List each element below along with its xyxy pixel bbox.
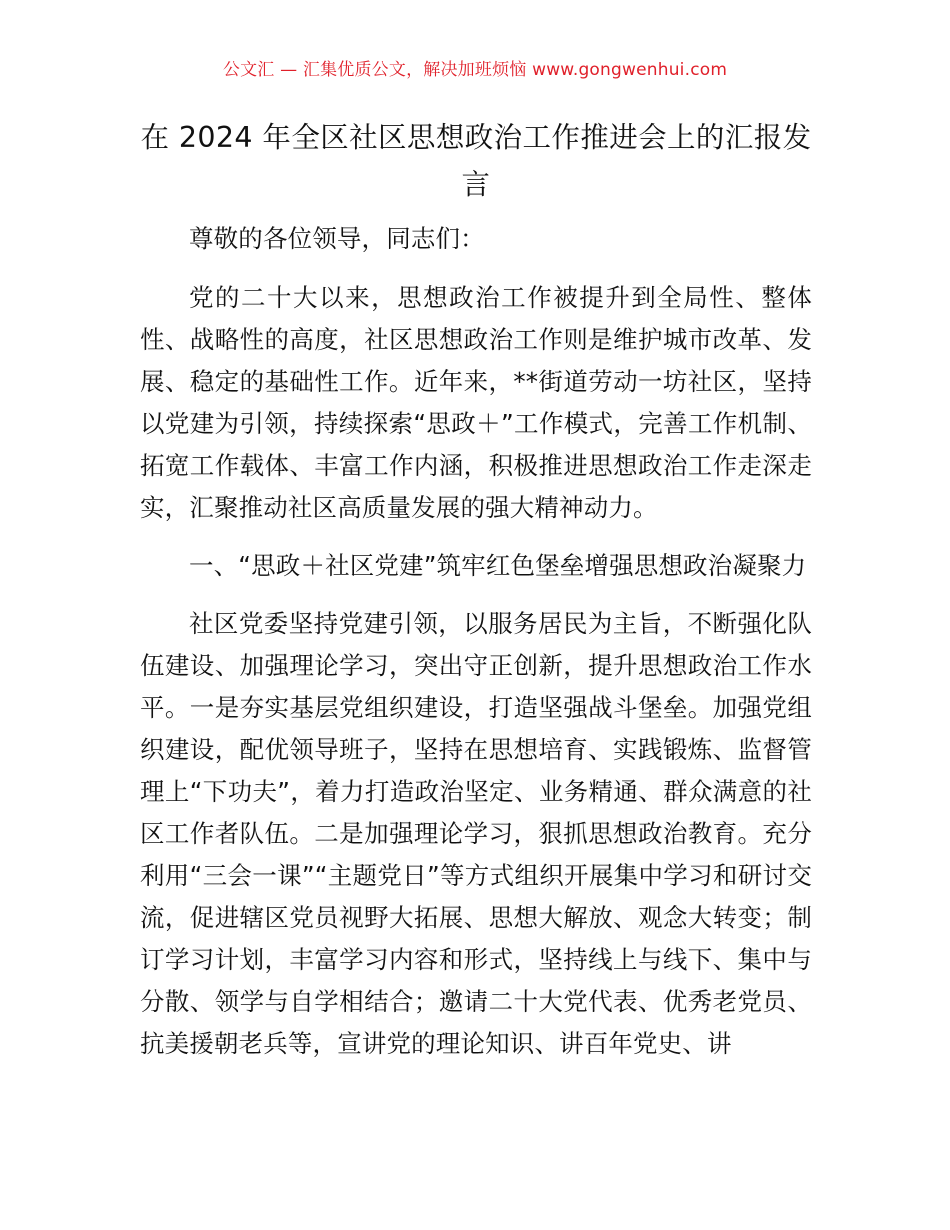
watermark-header: 公文汇 — 汇集优质公文，解决加班烦恼 www.gongwenhui.com — [222, 60, 728, 80]
paragraph-intro: 党的二十大以来，思想政治工作被提升到全局性、整体性、战略性的高度，社区思想政治工作则是维护城市改革、发展、稳定的基础性工作。近年来，**街道劳动一坊社区，坚持以党建为引领，持续探索“思政＋”工作模式，完善工作机制、拓宽工作载体、丰富工作内涵，积极推进思想政治工作走深走实，汇聚推动社区高质量发展的强大精神动力。 — [140, 283, 812, 522]
salutation: 尊敬的各位领导，同志们： — [189, 224, 485, 253]
document-title: 在 2024 年全区社区思想政治工作推进会上的汇报发言 — [140, 121, 812, 201]
document-body — [140, 218, 812, 1081]
paragraph-section-1: 社区党委坚持党建引领，以服务居民为主旨，不断强化队伍建设、加强理论学习，突出守正创新，提升思想政治工作水平。一是夯实基层党组织建设，打造坚强战斗堡垒。加强党组织建设，配优领导班子，坚持在思想培育、实践锻炼、监督管理上“下功夫”，着力打造政治坚定、业务精通、群众满意的社区工作者队伍。二是加强理论学习，狠抓思想政治教育。充分利用“三会一课”“主题党日”等方式组织开展集中学习和研讨交流，促进辖区党员视野大拓展、思想大解放、观念大转变；制订学习计划，丰富学习内容和形式，坚持线上与线下、集中与分散、领学与自学相结合；邀请二十大党代表、优秀老党员、抗美援朝老兵等，宣讲党的理论知识、讲百年党史、讲 — [140, 609, 812, 1058]
section-heading-1: 一、“思政＋社区党建”筑牢红色堡垒增强思想政治凝聚力 — [189, 551, 807, 580]
